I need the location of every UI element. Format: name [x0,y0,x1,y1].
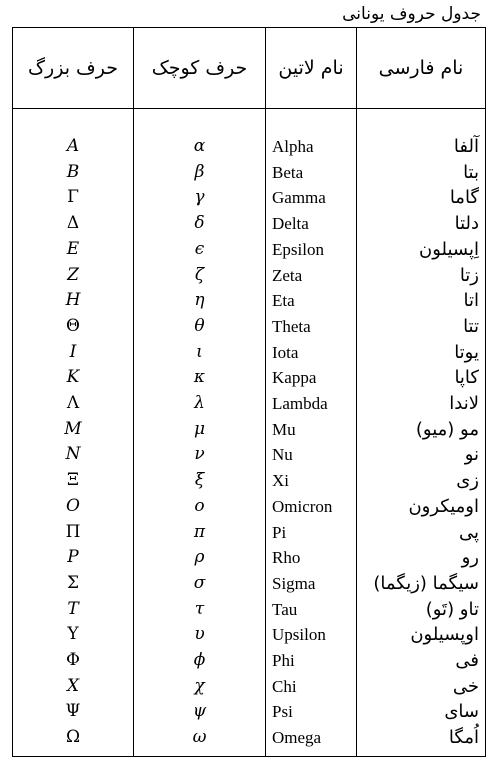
latin-name: Kappa [272,368,317,388]
table-row [13,699,485,725]
persian-name: گاما [449,187,479,209]
latin-name: Eta [272,291,295,311]
uppercase-letter: Δ [66,213,80,234]
persian-name: تتا [463,315,479,337]
uppercase-letter: Ξ [67,470,79,491]
uppercase-letter: Z [67,264,79,285]
lowercase-letter: γ [194,187,205,208]
table-row [13,648,485,674]
latin-name: Zeta [272,265,303,285]
latin-name: Delta [272,214,309,234]
table-row [13,211,485,237]
table-row [13,494,485,520]
uppercase-letter: Υ [67,624,79,645]
lowercase-letter: ζ [194,264,205,285]
uppercase-letter: I [69,341,77,362]
table-row [13,545,485,571]
lowercase-letter: ξ [194,470,205,491]
uppercase-letter: Λ [66,393,80,413]
latin-name: Beta [272,162,304,182]
uppercase-letter: B [66,161,80,182]
table-row [13,571,485,597]
lowercase-letter: χ [194,675,205,696]
latin-name: Theta [272,316,311,336]
persian-name: آلفا [453,136,479,157]
latin-name: Xi [272,471,289,491]
table-row [13,622,485,648]
lowercase-letter: ρ [194,547,205,568]
persian-name: بتا [463,161,479,183]
latin-name: Psi [272,702,293,722]
persian-name: زی [456,470,479,492]
latin-name: Phi [272,651,295,670]
persian-name: اومیکرون [408,495,479,517]
persian-name: دلتا [454,213,479,235]
table-row [13,160,485,186]
uppercase-letter: M [64,418,82,439]
header-persian-name: نام فارسی [378,57,464,79]
table-row [13,314,485,340]
lowercase-letter: η [194,290,205,311]
table-row [13,340,485,366]
lowercase-letter: ω [192,727,207,748]
latin-name: Mu [272,419,296,439]
latin-name: Tau [272,599,298,619]
uppercase-letter: Ω [65,727,81,748]
latin-name: Alpha [272,137,314,156]
uppercase-letter: Ψ [65,701,81,722]
uppercase-letter: Π [65,521,81,542]
persian-name: سای [444,701,479,723]
uppercase-letter: A [66,136,80,156]
latin-name: Upsilon [272,625,326,645]
uppercase-letter: K [66,367,80,388]
header-uppercase: حرف بزرگ [28,57,118,79]
header-lowercase: حرف کوچک [151,57,248,79]
persian-name: سیگما (زیگما) [373,572,479,594]
persian-name: مو (میو) [415,418,479,440]
uppercase-letter: Φ [66,650,80,670]
persian-name: یوتا [454,341,479,363]
lowercase-letter: σ [193,572,206,593]
table-row [13,237,485,263]
header-divider [13,108,485,109]
uppercase-letter: Σ [66,572,80,593]
table-row [13,442,485,468]
persian-name: خی [452,675,479,697]
persian-name: تاو (تَو) [425,598,479,620]
table-row [13,417,485,443]
uppercase-letter: T [67,598,79,619]
latin-name: Gamma [272,188,326,208]
persian-name: اِپسیلون [419,238,479,260]
latin-name: Omega [272,728,322,748]
lowercase-letter: o [194,495,205,516]
lowercase-letter: ϵ [194,238,205,259]
latin-name: Pi [272,522,287,542]
table-caption: جدول حروف یونانی [342,4,481,24]
persian-name: اُمگا [448,727,479,749]
table-row [13,391,485,417]
table-row [13,263,485,289]
latin-name: Epsilon [272,239,324,259]
lowercase-letter: υ [194,624,205,645]
lowercase-letter: β [194,161,205,182]
persian-name: پی [458,521,479,543]
table-row [13,674,485,700]
persian-name: اوپسیلون [410,624,479,646]
table-row [13,520,485,546]
latin-name: Omicron [272,496,333,516]
latin-name: Sigma [272,573,316,593]
table-row [13,134,485,160]
table-row [13,288,485,314]
greek-letters-table [12,27,486,757]
latin-name: Lambda [272,394,328,413]
latin-name: Iota [272,342,299,362]
table-row [13,468,485,494]
lowercase-letter: ν [194,444,205,465]
header-latin-name: نام لاتین [278,57,344,79]
table-row [13,185,485,211]
lowercase-letter: δ [194,213,205,234]
uppercase-letter: Θ [66,315,80,336]
uppercase-letter: Γ [67,187,79,208]
table-row [13,725,485,751]
uppercase-letter: X [66,675,80,696]
uppercase-letter: E [66,238,80,259]
latin-name: Rho [272,548,301,568]
persian-name: کاپا [454,367,479,389]
lowercase-letter: ϕ [193,650,206,670]
lowercase-letter: α [193,136,206,156]
persian-name: فی [455,650,479,671]
persian-name: رو [461,547,479,569]
lowercase-letter: κ [193,367,206,388]
lowercase-letter: θ [194,315,205,336]
uppercase-letter: O [66,495,80,516]
persian-name: زتا [459,264,479,286]
lowercase-letter: ψ [192,701,207,722]
lowercase-letter: π [193,521,206,542]
uppercase-letter: N [65,444,81,465]
persian-name: نو [464,444,479,466]
lowercase-letter: ι [196,341,203,362]
uppercase-letter: H [65,290,81,311]
latin-name: Nu [272,445,293,465]
latin-name: Chi [272,676,297,696]
table-row [13,597,485,623]
table-row [13,365,485,391]
lowercase-letter: λ [194,393,205,413]
persian-name: اتا [463,290,479,312]
persian-name: لاندا [449,393,479,414]
lowercase-letter: μ [193,418,206,439]
lowercase-letter: τ [194,598,205,619]
uppercase-letter: P [67,547,79,568]
